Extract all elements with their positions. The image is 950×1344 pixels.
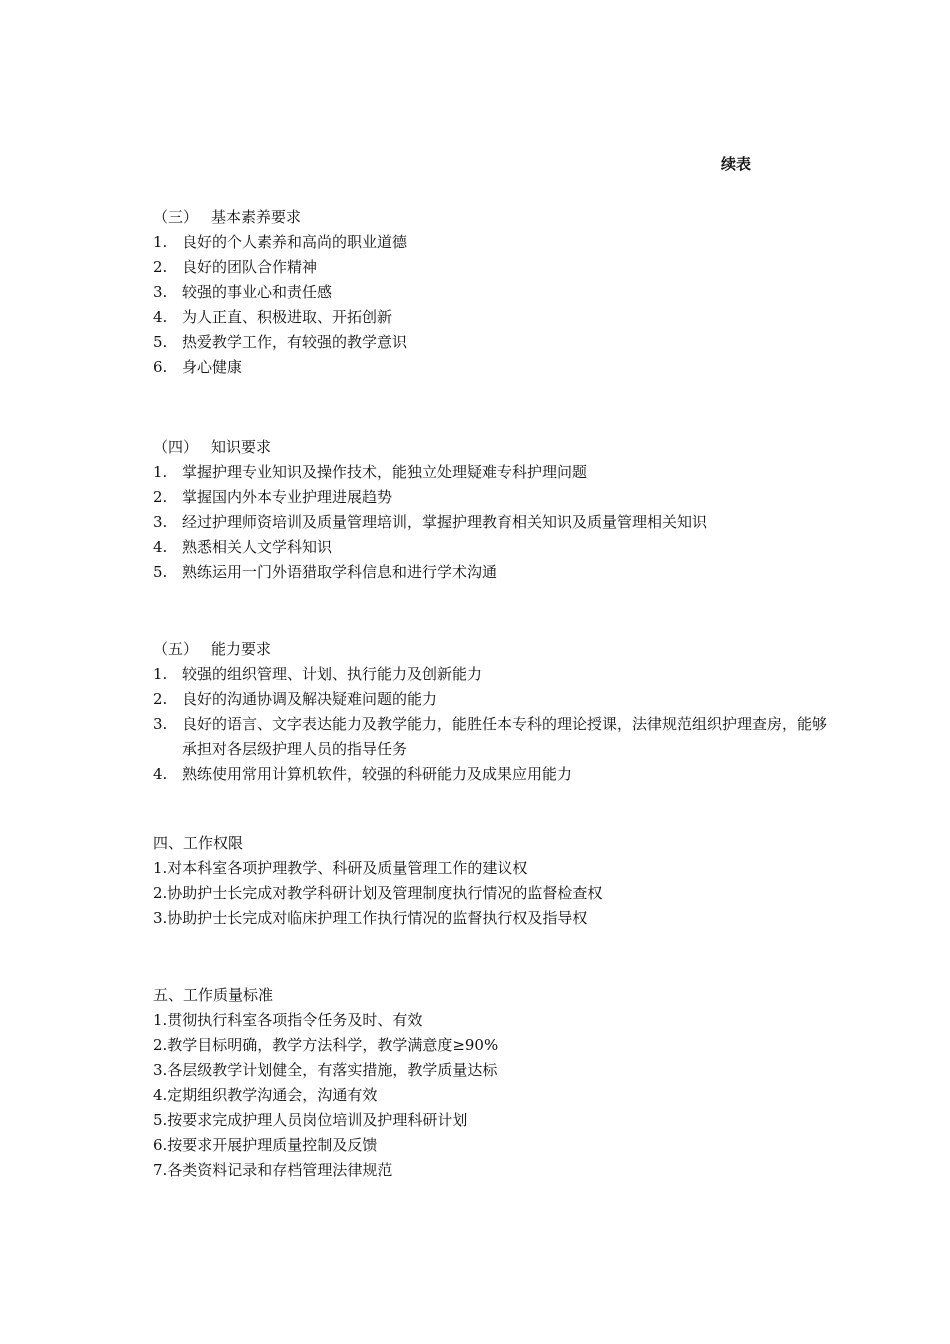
section-knowledge (153, 435, 833, 585)
list-item-text: 掌握国内外本专业护理进展趋势 (182, 488, 393, 506)
list-item-number: 3. (153, 513, 168, 531)
list-item (153, 712, 833, 762)
list-item (153, 560, 833, 585)
list-item (153, 510, 833, 535)
list-item-number: 2. (153, 690, 168, 708)
list-item-number: 5. (153, 563, 168, 581)
list-item-text: 掌握护理专业知识及操作技术，能独立处理疑难专科护理问题 (182, 463, 588, 481)
list-item (153, 687, 833, 712)
list-item (153, 255, 833, 280)
list-item-text: 经过护理师资培训及质量管理培训，掌握护理教育相关知识及质量管理相关知识 (182, 513, 708, 531)
authority-line: 3.协助护士长完成对临床护理工作执行情况的监督执行权及指导权 (153, 909, 588, 927)
section-quality-standards (153, 983, 833, 1183)
list-item-text: 良好的沟通协调及解决疑难问题的能力 (182, 690, 438, 708)
continued-label: 续表 (721, 155, 752, 173)
list-item-text: 熟练使用常用计算机软件，较强的科研能力及成果应用能力 (182, 765, 573, 783)
section-basic-qualities (153, 205, 833, 380)
quality-line: 4.定期组织教学沟通会，沟通有效 (153, 1086, 378, 1104)
quality-line: 5.按要求完成护理人员岗位培训及护理科研计划 (153, 1111, 468, 1129)
list-item-number: 1. (153, 463, 168, 481)
list-item (153, 460, 833, 485)
section-work-authority (153, 831, 833, 931)
list-item-number: 1. (153, 233, 168, 251)
list-item-text: 为人正直、积极进取、开拓创新 (182, 308, 393, 326)
list-item (153, 662, 833, 687)
list-item-text: 身心健康 (182, 358, 243, 376)
list-item-number: 1. (153, 665, 168, 683)
section-heading (153, 205, 833, 230)
list-item-text: 较强的事业心和责任感 (182, 283, 333, 301)
section-heading-title: 基本素养要求 (211, 208, 302, 226)
section-heading-number: （五） (153, 640, 199, 658)
list-item-text: 良好的个人素养和高尚的职业道德 (182, 233, 408, 251)
list-item (153, 762, 833, 787)
list-item-number: 4. (153, 538, 168, 556)
list-item-number: 6. (153, 358, 168, 376)
list-item (153, 330, 833, 355)
list-item (153, 305, 833, 330)
list-item-number: 2. (153, 258, 168, 276)
quality-line: 3.各层级教学计划健全，有落实措施，教学质量达标 (153, 1061, 498, 1079)
list-item (153, 535, 833, 560)
section-heading-title: 知识要求 (211, 438, 272, 456)
section-heading-number: （四） (153, 438, 199, 456)
list-item-number: 4. (153, 765, 168, 783)
authority-line: 2.协助护士长完成对教学科研计划及管理制度执行情况的监督检查权 (153, 884, 603, 902)
list-item-text: 良好的语言、文字表达能力及教学能力，能胜任本专科的理论授课，法律规范组织护理查房，能够承担对各层级护理人员的指导任务 (182, 715, 828, 758)
list-item-text: 良好的团队合作精神 (182, 258, 318, 276)
list-item-text: 熟悉相关人文学科知识 (182, 538, 333, 556)
quality-line: 2.教学目标明确，教学方法科学，教学满意度≥90% (153, 1036, 499, 1054)
list-item-number: 3. (153, 715, 168, 733)
section-heading (153, 637, 833, 662)
authority-line: 1.对本科室各项护理教学、科研及质量管理工作的建议权 (153, 859, 528, 877)
quality-line: 1.贯彻执行科室各项指令任务及时、有效 (153, 1011, 423, 1029)
list-item (153, 355, 833, 380)
list-item (153, 230, 833, 255)
section-heading (153, 435, 833, 460)
list-item (153, 280, 833, 305)
section-title: 四、工作权限 (153, 834, 244, 852)
quality-line: 6.按要求开展护理质量控制及反馈 (153, 1136, 378, 1154)
list-item-text: 熟练运用一门外语猎取学科信息和进行学术沟通 (182, 563, 498, 581)
list-item (153, 485, 833, 510)
list-item-text: 较强的组织管理、计划、执行能力及创新能力 (182, 665, 483, 683)
list-item-text: 热爱教学工作，有较强的教学意识 (182, 333, 408, 351)
list-item-number: 2. (153, 488, 168, 506)
section-heading-number: （三） (153, 208, 199, 226)
quality-line: 7.各类资料记录和存档管理法律规范 (153, 1161, 393, 1179)
section-ability (153, 637, 833, 787)
list-item-number: 3. (153, 283, 168, 301)
list-item-number: 4. (153, 308, 168, 326)
section-title: 五、工作质量标准 (153, 986, 274, 1004)
section-heading-title: 能力要求 (211, 640, 272, 658)
list-item-number: 5. (153, 333, 168, 351)
